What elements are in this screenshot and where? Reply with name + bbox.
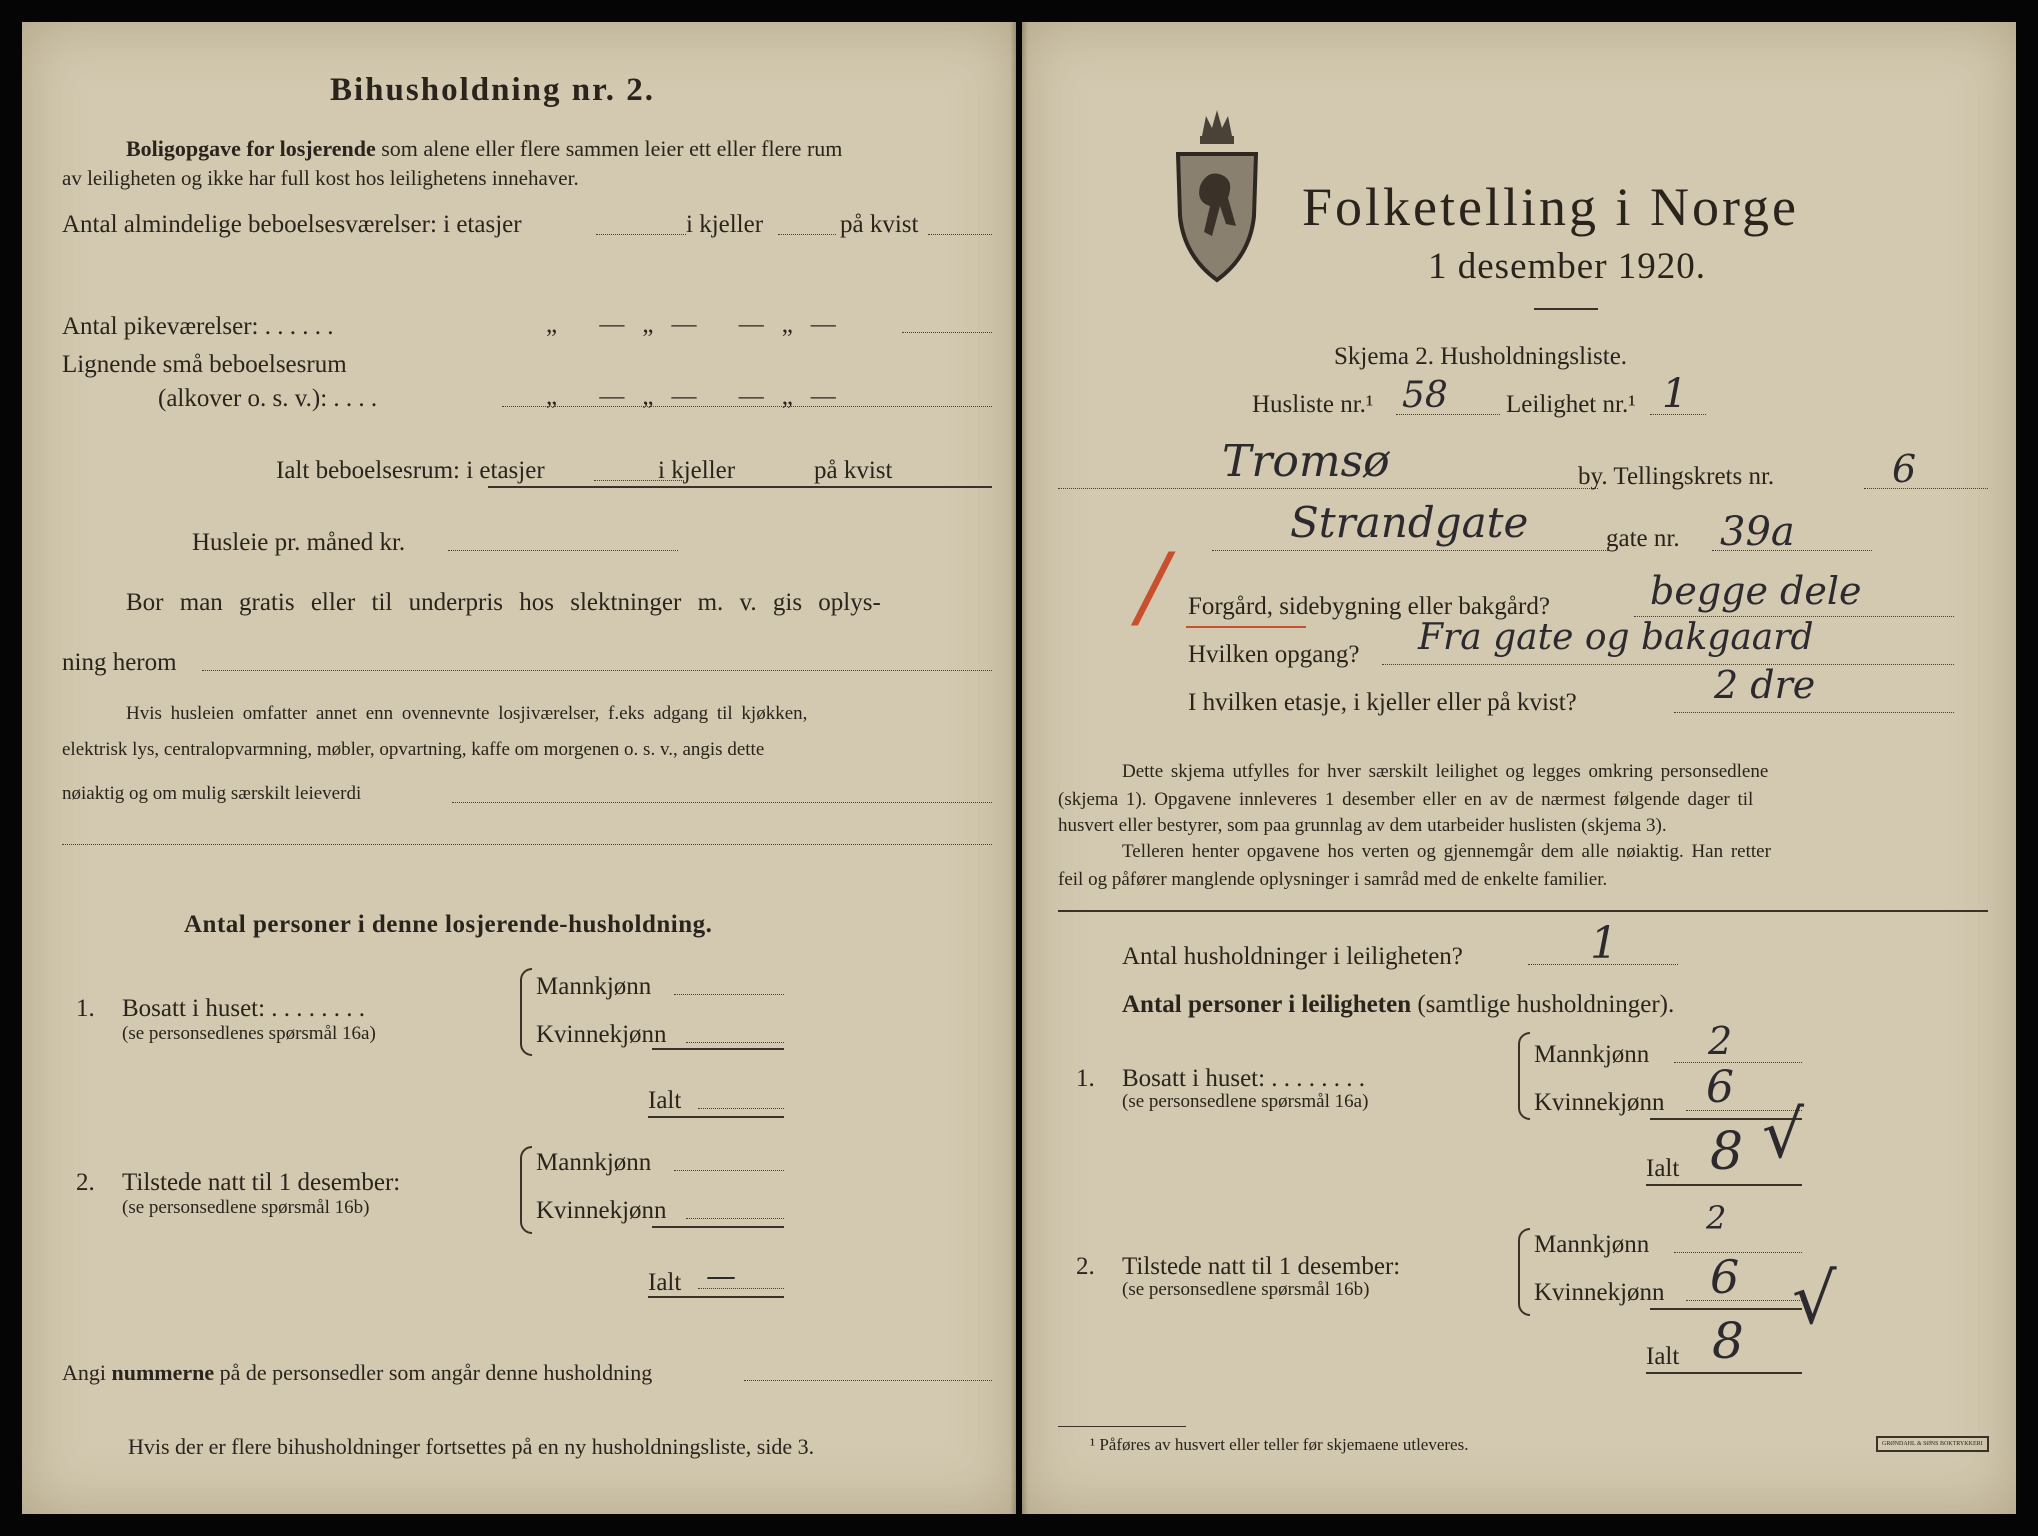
fold-shadow [1022, 22, 1028, 1514]
schema-label: Skjema 2. Husholdningsliste. [1334, 343, 1628, 370]
rooms-kvist-field[interactable] [928, 234, 992, 235]
small-rooms-marks: „ —„— —„— [546, 383, 854, 410]
q1-mann-field[interactable] [674, 994, 784, 995]
q1-label: Bosatt i huset: . . . . . . . . [1122, 1065, 1366, 1092]
q1-ialt-underline [648, 1116, 784, 1118]
husliste-label: Husliste nr.¹ [1252, 391, 1374, 418]
angi-line [62, 1362, 652, 1384]
q2-ialt-label: Ialt [1646, 1343, 1680, 1370]
intro-line-2: av leiligheten og ikke har full kost hos leilighetens innehaver. [62, 166, 579, 190]
q2-brace [1518, 1228, 1530, 1316]
q1-sum-line [652, 1048, 784, 1050]
q2-number: 2. [76, 1169, 95, 1196]
red-margin-mark: / [1138, 534, 1169, 639]
q2-kvinne-field[interactable] [686, 1218, 784, 1219]
q2-kvinne-label: Kvinnekjønn [536, 1197, 667, 1224]
rooms-kvist-label: på kvist [840, 211, 919, 238]
city-field [1058, 488, 1598, 489]
includes-line-1: Hvis husleien omfatter annet enn ovennevnte losjiværelser, f.eks adgang til kjøkken, [126, 703, 808, 724]
q2-ialt-label: Ialt [648, 1269, 682, 1296]
footnote-rule [1058, 1426, 1186, 1427]
q2-brace [520, 1146, 532, 1234]
etasje-label: I hvilken etasje, i kjeller eller på kvist? [1188, 689, 1577, 716]
form-title: Folketelling i Norge [1302, 177, 1799, 237]
q1-mann-value[interactable]: 2 [1708, 1019, 1733, 1063]
rooms-kjeller-label: i kjeller [686, 211, 764, 238]
left-page [22, 22, 1016, 1514]
printer-stamp-icon: GRØNDAHL & SØNS BOKTRYKKERI [1876, 1436, 1989, 1452]
q1-ialt-label: Ialt [648, 1087, 682, 1114]
by-krets-label: by. Tellingskrets nr. [1578, 463, 1775, 490]
q2-mann-label: Mannkjønn [536, 1149, 652, 1176]
etasje-value[interactable]: 2 dre [1714, 663, 1816, 707]
q1-sub: (se personsedlenes spørsmål 16a) [122, 1023, 376, 1044]
households-field [1528, 964, 1678, 965]
q1-brace [520, 968, 532, 1056]
q1-ialt-label: Ialt [1646, 1155, 1680, 1182]
gate-nr-value[interactable]: 39a [1720, 509, 1795, 555]
q2-ialt-field[interactable] [698, 1288, 784, 1289]
small-rooms-label-1: Lignende små beboelsesrum [62, 351, 347, 378]
q2-sum-line [652, 1226, 784, 1228]
persons-heading-bold: Antal personer i leiligheten [1122, 991, 1412, 1018]
opgang-label: Hvilken opgang? [1188, 641, 1360, 668]
households-label: Antal husholdninger i leiligheten? [1122, 943, 1463, 970]
husliste-value[interactable]: 58 [1402, 375, 1448, 416]
q2-label: Tilstede natt til 1 desember: [122, 1169, 401, 1196]
q1-ialt-underline [1646, 1184, 1802, 1186]
includes-line-2: elektrisk lys, centralopvarmning, møbler, opvartning, kaffe om morgenen o. s. v., angis dette [62, 739, 765, 760]
etasje-field [1674, 712, 1954, 713]
q2-ialt-mark: — [706, 1259, 736, 1294]
note-line-3: husvert eller bestyrer, som paa grunnlag av dem utarbeider huslisten (skjema 3). [1058, 815, 1667, 836]
q2-sub: (se personsedlene spørsmål 16b) [122, 1197, 370, 1218]
q1-kvinne-label: Kvinnekjønn [1534, 1089, 1665, 1116]
angi-pre: Angi [62, 1360, 106, 1385]
forgaard-red-underline [1186, 626, 1306, 628]
total-kjeller-label: i kjeller [658, 457, 736, 484]
page-title: Bihusholdning nr. 2. [330, 72, 655, 108]
krets-value[interactable]: 6 [1892, 447, 1917, 491]
footer-note: Hvis der er flere bihusholdninger fortsettes på en ny husholdningsliste, side 3. [128, 1434, 815, 1459]
persons-heading: Antal personer i denne losjerende-husholdning. [184, 911, 713, 938]
intro-bold: Boligopgave for losjerende [126, 136, 376, 161]
q1-mann-field [1674, 1062, 1802, 1063]
q1-brace [1518, 1032, 1530, 1120]
q1-check-mark: √ [1762, 1096, 1805, 1173]
total-rooms-label: Ialt beboelsesrum: i etasjer [276, 457, 545, 484]
husliste-field [1396, 414, 1500, 415]
rent-label: Husleie pr. måned kr. [192, 529, 406, 556]
street-field [1212, 550, 1610, 551]
q1-ialt-field[interactable] [698, 1108, 784, 1109]
right-page [1022, 22, 2016, 1514]
angi-field[interactable] [744, 1380, 992, 1381]
q2-kvinne-label: Kvinnekjønn [1534, 1279, 1665, 1306]
persons-heading-rest: (samtlige husholdninger). [1417, 991, 1675, 1018]
households-value[interactable]: 1 [1590, 918, 1618, 969]
q1-kvinne-value[interactable]: 6 [1706, 1062, 1734, 1113]
forgaard-value[interactable]: begge dele [1650, 569, 1862, 613]
persons-heading [1122, 992, 1674, 1017]
section-rule [1058, 910, 1988, 912]
q1-label: Bosatt i huset: . . . . . . . . [122, 995, 366, 1022]
note-line-1: Dette skjema utfylles for hver særskilt leilighet og legges omkring personsedlene [1122, 761, 1769, 782]
pike-kvist-field[interactable] [902, 332, 992, 333]
title-rule [1534, 308, 1598, 310]
intro-line-1 [126, 138, 842, 160]
pike-label: Antal pikeværelser: . . . . . . [62, 313, 334, 340]
includes-line-3: nøiaktig og om mulig særskilt leieverdi [62, 783, 362, 804]
opgang-value[interactable]: Fra gate og bakgaard [1418, 617, 1814, 658]
q1-kvinne-field[interactable] [686, 1042, 784, 1043]
q2-kvinne-field [1686, 1300, 1802, 1301]
leilighet-label: Leilighet nr.¹ [1506, 391, 1636, 418]
q2-ialt-underline [1646, 1372, 1802, 1374]
q1-kvinne-label: Kvinnekjønn [536, 1021, 667, 1048]
rooms-label: Antal almindelige beboelsesværelser: i etasjer [62, 211, 522, 238]
leilighet-field [1650, 414, 1706, 415]
q2-number: 2. [1076, 1253, 1095, 1280]
note-line-2: (skjema 1). Opgavene innleveres 1 desember eller en av de nærmest følgende dager til [1058, 789, 1754, 810]
q1-mann-label: Mannkjønn [536, 973, 652, 1000]
q1-sub: (se personsedlene spørsmål 16a) [1122, 1091, 1369, 1112]
leilighet-value[interactable]: 1 [1662, 371, 1688, 417]
gate-label: gate nr. [1606, 525, 1680, 552]
q2-kvinne-value[interactable]: 6 [1710, 1250, 1740, 1304]
q1-ialt-value[interactable]: 8 [1710, 1122, 1744, 1182]
rent-field[interactable] [448, 550, 678, 551]
q1-number: 1. [76, 995, 95, 1022]
q2-check-mark: √ [1792, 1258, 1837, 1340]
intro-rest: som alene eller flere sammen leier ett eller flere rum [381, 136, 843, 161]
gratis-line-1: Bor man gratis eller til underpris hos slektninger m. v. gis oplys- [126, 589, 881, 616]
note-line-5: feil og påfører manglende oplysninger i samråd med de enkelte familier. [1058, 869, 1608, 890]
small-rooms-label-2: (alkover o. s. v.): . . . . [158, 385, 378, 412]
q2-sub: (se personsedlene spørsmål 16b) [1122, 1279, 1370, 1300]
forgaard-label: Forgård, sidebygning eller bakgård? [1188, 593, 1550, 620]
pike-marks: „ —„— —„— [546, 311, 854, 338]
form-date: 1 desember 1920. [1428, 246, 1707, 287]
q2-mann-value[interactable]: 2 [1706, 1199, 1727, 1237]
city-value[interactable]: Tromsø [1222, 436, 1390, 487]
q1-number: 1. [1076, 1065, 1095, 1092]
q2-mann-field[interactable] [674, 1170, 784, 1171]
fold-shadow [1010, 22, 1016, 1514]
q2-ialt-value[interactable]: 8 [1712, 1312, 1744, 1370]
footnote: ¹ Påføres av husvert eller teller før skjemaene utleveres. [1090, 1435, 1469, 1454]
rooms-etasjer-field[interactable] [596, 234, 686, 235]
rooms-kjeller-field[interactable] [778, 234, 836, 235]
q1-mann-label: Mannkjønn [1534, 1041, 1650, 1068]
includes-field-2[interactable] [62, 844, 992, 845]
total-underline [488, 486, 992, 488]
small-rooms-field[interactable] [502, 406, 992, 407]
gratis-field[interactable] [202, 670, 992, 671]
total-kvist-label: på kvist [814, 457, 893, 484]
q2-sum-line [1650, 1308, 1802, 1310]
q2-label: Tilstede natt til 1 desember: [1122, 1253, 1401, 1280]
q2-ialt-underline [648, 1296, 784, 1298]
street-value[interactable]: Strandgate [1290, 498, 1529, 547]
q2-mann-label: Mannkjønn [1534, 1231, 1650, 1258]
opgang-field [1382, 664, 1954, 665]
krets-field [1864, 488, 1988, 489]
angi-bold: nummerne [111, 1360, 215, 1385]
norwegian-lion-crest-icon [1172, 106, 1262, 284]
note-line-4: Telleren henter opgavene hos verten og gjennemgår dem alle nøiaktig. Han retter [1122, 841, 1771, 862]
gate-nr-field [1712, 550, 1872, 551]
angi-rest: på de personsedler som angår denne husholdning [219, 1360, 653, 1385]
includes-field[interactable] [452, 802, 992, 803]
gratis-line-2: ning herom [62, 649, 177, 676]
